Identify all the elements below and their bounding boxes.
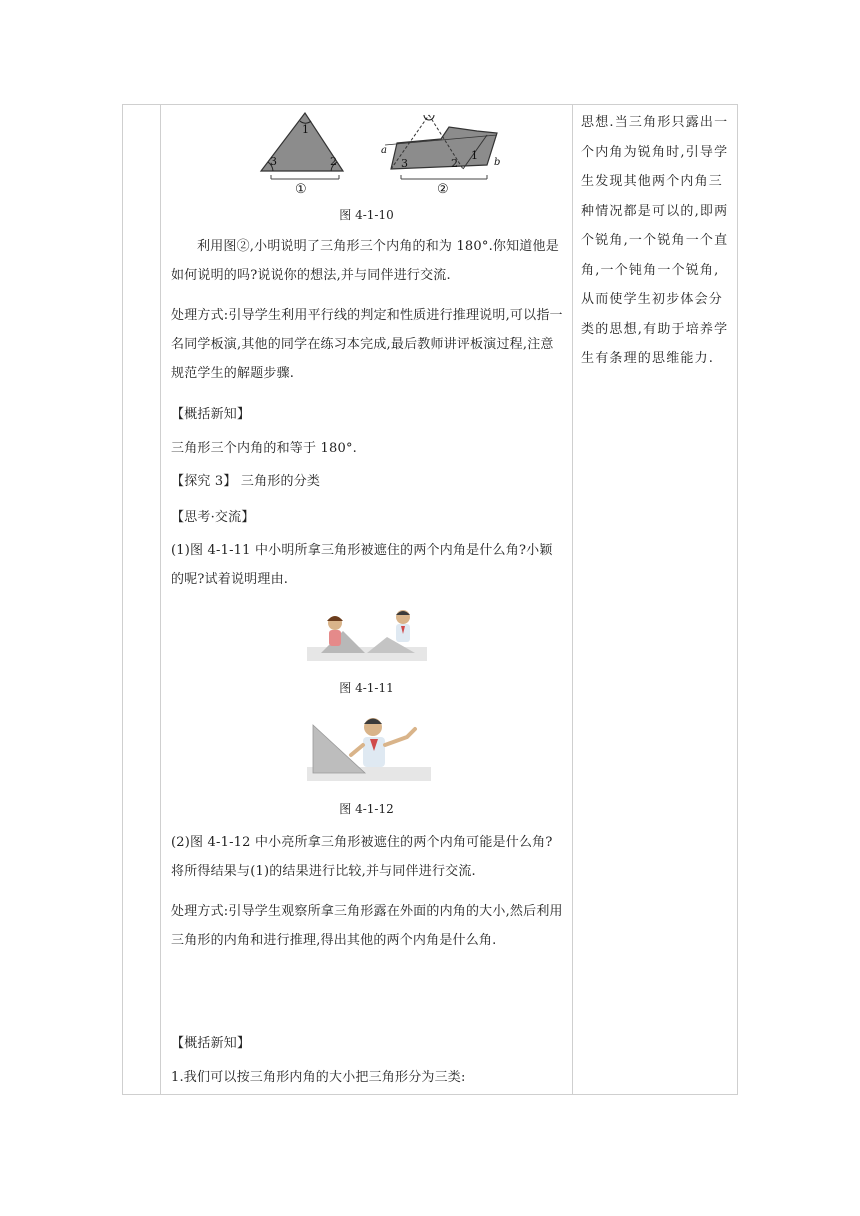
lesson-table [122, 104, 738, 1095]
paragraph-proof-question: 利用图②,小明说明了三角形三个内角的和为 180°.你知道他是如何说明的吗?说说你的想法,并与同伴进行交流. [171, 239, 559, 283]
side-notes-column [573, 105, 737, 1094]
line-b-label: b [494, 157, 501, 168]
tri2-angle-3: 3 [401, 157, 408, 170]
figure-sub-label-1: ① [295, 182, 307, 195]
line-a-label: a [381, 145, 387, 156]
summary-text-2: 1.我们可以按三角形内角的大小把三角形分为三类: [171, 1070, 466, 1085]
tri2-angle-1: 1 [471, 149, 478, 162]
explore-3-heading: 【探究 3】 三角形的分类 [171, 474, 321, 489]
tri1-angle-2: 2 [330, 155, 337, 168]
question-2: (2)图 4-1-12 中小亮所拿三角形被遮住的两个内角可能是什么角?将所得结果与(1)的结果进行比较,并与同伴进行交流. [171, 835, 553, 879]
main-column [161, 105, 572, 1094]
figure-4-1-11 [307, 607, 427, 661]
tri2-angle-2: 2 [451, 157, 458, 170]
summary-text-1: 三角形三个内角的和等于 180°. [171, 441, 357, 456]
figure-caption-4-1-12: 图 4-1-12 [339, 802, 394, 816]
figure-caption-4-1-10: 图 4-1-10 [339, 208, 394, 222]
figure-sub-label-2: ② [437, 182, 449, 195]
side-note-text: 思想.当三角形只露出一个内角为锐角时,引导学生发现其他两个内角三种情况都是可以的,即两个锐角,一个锐角一个直角,一个钝角一个锐角,从而使学生初步体会分类的思想,有助于培养学生有条理的思维能力. [581, 115, 729, 366]
summary-heading-1: 【概括新知】 [171, 407, 251, 422]
figure-caption-4-1-11: 图 4-1-11 [339, 681, 394, 695]
summary-heading-2: 【概括新知】 [171, 1036, 251, 1051]
paragraph-method-1: 处理方式:引导学生利用平行线的判定和性质进行推理说明,可以指一名同学板演,其他的同学在练习本完成,最后教师讲评板演过程,注意规范学生的解题步骤. [171, 308, 563, 381]
think-exchange-heading: 【思考·交流】 [171, 510, 255, 525]
tri1-angle-3: 3 [270, 155, 277, 168]
tri1-angle-1: 1 [302, 123, 309, 136]
figure-4-1-10 [251, 109, 511, 195]
figure-4-1-12 [307, 711, 431, 781]
paragraph-method-2: 处理方式:引导学生观察所拿三角形露在外面的内角的大小,然后利用三角形的内角和进行推理,得出其他的两个内角是什么角. [171, 904, 563, 948]
question-1: (1)图 4-1-11 中小明所拿三角形被遮住的两个内角是什么角?小颖的呢?试着说明理由. [171, 543, 553, 587]
